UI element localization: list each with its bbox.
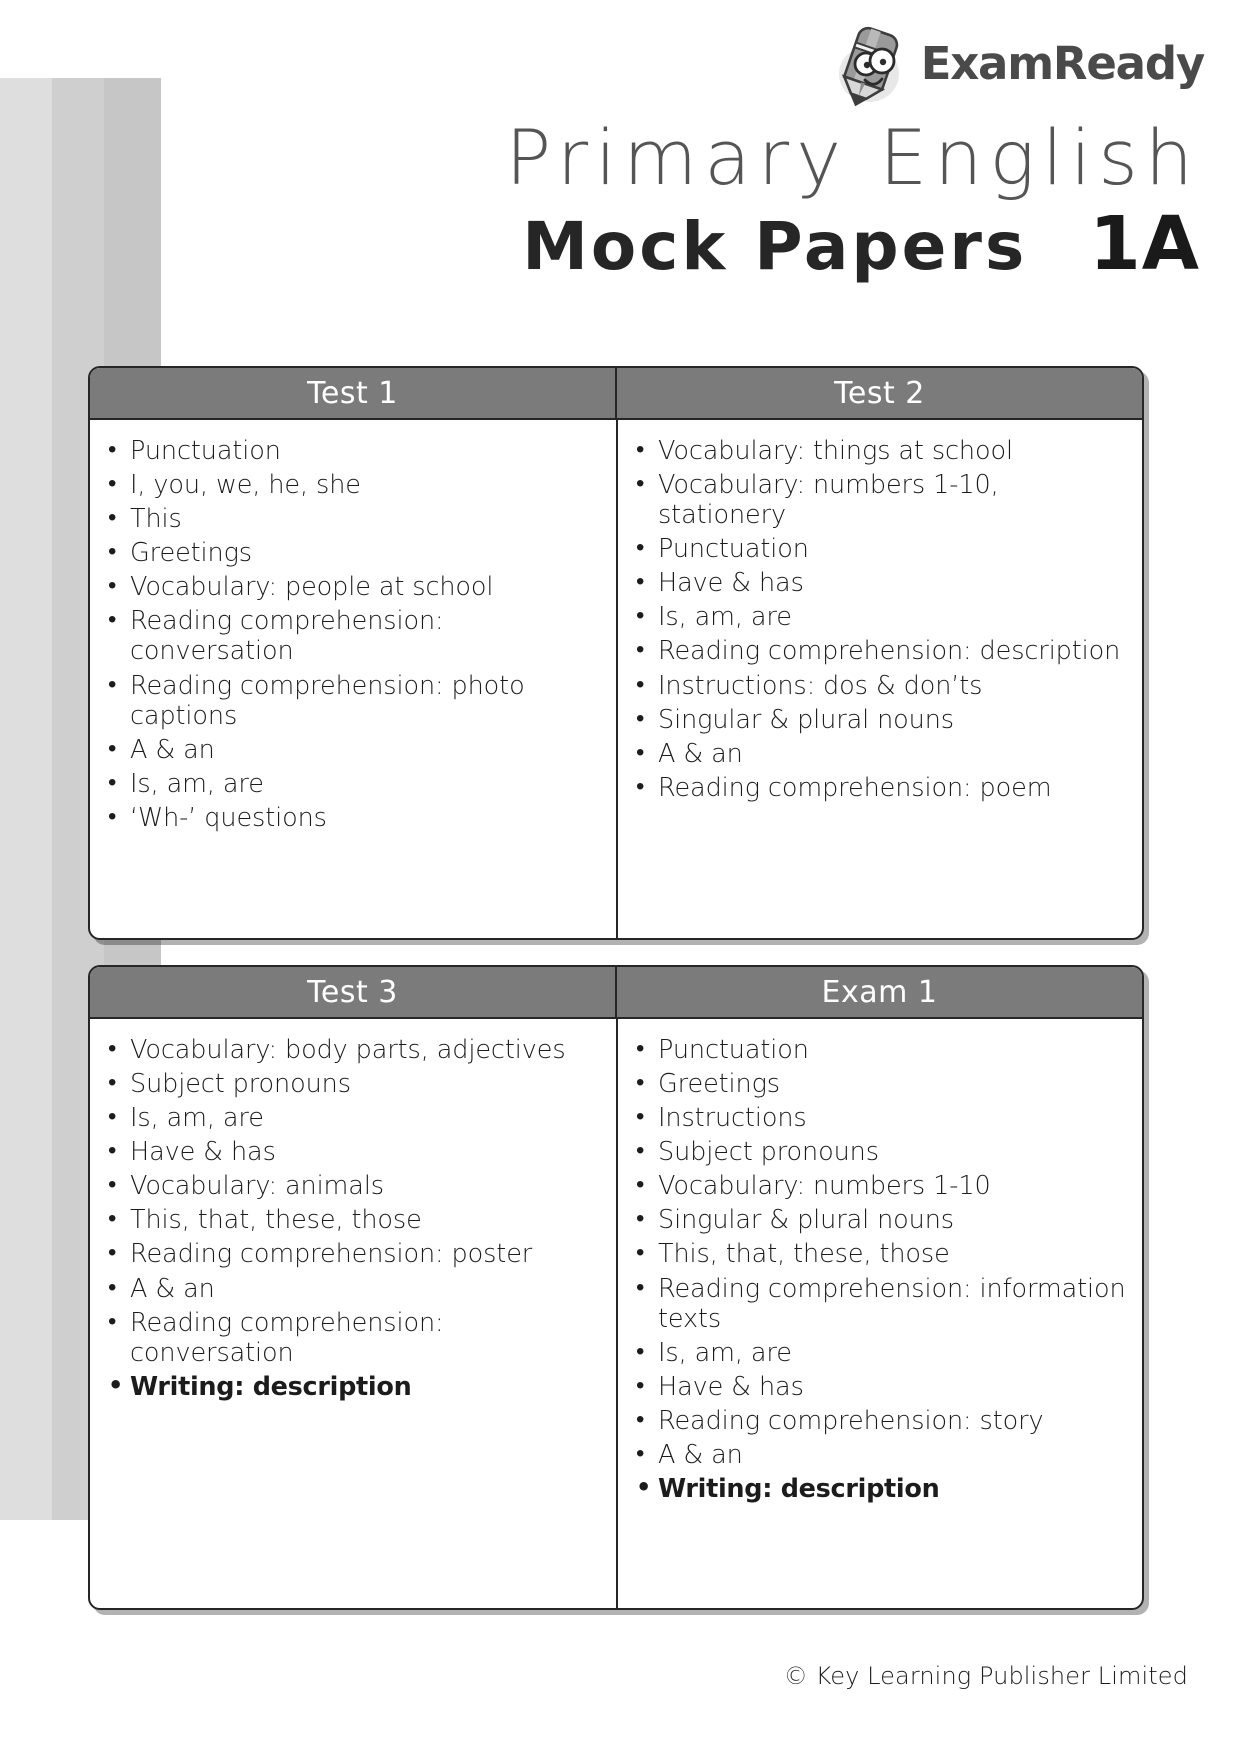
table-body-row <box>90 420 1142 940</box>
topic-item: • Subject pronouns <box>104 1069 604 1099</box>
topic-item: • Vocabulary: numbers 1-10 <box>632 1171 1130 1201</box>
topic-item: • A & an <box>632 1440 1130 1470</box>
topic-item: • Is, am, are <box>104 769 604 799</box>
topic-item: • Is, am, are <box>104 1103 604 1133</box>
column-header-exam-1: Exam 1 <box>615 967 1142 1017</box>
topic-item: • Is, am, are <box>632 1338 1130 1368</box>
table-header-row <box>90 967 1142 1019</box>
topic-item: • I, you, we, he, she <box>104 470 604 500</box>
topic-item: • Reading comprehension: information texts <box>632 1274 1130 1334</box>
topic-item: • Vocabulary: numbers 1-10, stationery <box>632 470 1130 530</box>
column-header-test-2: Test 2 <box>615 368 1142 418</box>
topic-list <box>632 436 1130 803</box>
topic-item: • This, that, these, those <box>104 1205 604 1235</box>
topic-item: • This <box>104 504 604 534</box>
topic-item: • Have & has <box>632 568 1130 598</box>
column-body-test-3 <box>90 1019 616 1610</box>
topic-item: • Reading comprehension: photo captions <box>104 671 604 731</box>
topic-item: • Writing: description <box>104 1372 604 1402</box>
brand-name: ExamReady <box>920 36 1204 90</box>
column-body-test-1 <box>90 420 616 940</box>
topic-item: • Subject pronouns <box>632 1137 1130 1167</box>
topic-item: • Reading comprehension: story <box>632 1406 1130 1436</box>
tests-table-top <box>88 366 1144 940</box>
topic-item: • A & an <box>632 739 1130 769</box>
title-series: Mock Papers <box>522 208 1028 285</box>
table-header-row <box>90 368 1142 420</box>
topic-item: • Reading comprehension: conversation <box>104 606 604 666</box>
topic-item: • Vocabulary: animals <box>104 1171 604 1201</box>
topic-list <box>104 1035 604 1402</box>
topic-item: • Punctuation <box>632 534 1130 564</box>
pencil-mascot-icon <box>823 22 915 108</box>
topic-item: • Reading comprehension: poster <box>104 1239 604 1269</box>
topic-item: • Vocabulary: things at school <box>632 436 1130 466</box>
topic-item: • Have & has <box>104 1137 604 1167</box>
topic-list <box>632 1035 1130 1504</box>
topic-item: • Singular & plural nouns <box>632 1205 1130 1235</box>
topic-item: • This, that, these, those <box>632 1239 1130 1269</box>
column-header-test-1: Test 1 <box>307 375 398 411</box>
topic-item: • Greetings <box>104 538 604 568</box>
tests-table-bottom <box>88 965 1144 1610</box>
topic-item: • Instructions: dos & don’ts <box>632 671 1130 701</box>
topic-list <box>104 436 604 833</box>
topic-item: • Is, am, are <box>632 602 1130 632</box>
topic-item: • Reading comprehension: description <box>632 636 1130 666</box>
topic-item: • Writing: description <box>632 1474 1130 1504</box>
topic-item: • Singular & plural nouns <box>632 705 1130 735</box>
topic-item: • Punctuation <box>104 436 604 466</box>
title-subject: Primary English <box>505 113 1200 202</box>
page-title <box>160 113 1210 308</box>
topic-item: • Have & has <box>632 1372 1130 1402</box>
title-level-code: 1A <box>1089 201 1200 287</box>
topic-item: • ‘Wh-’ questions <box>104 803 604 833</box>
topic-item: • Punctuation <box>632 1035 1130 1065</box>
side-bar-light <box>0 78 52 1520</box>
topic-item: • A & an <box>104 735 604 765</box>
topic-item: • Vocabulary: body parts, adjectives <box>104 1035 604 1065</box>
column-body-exam-1 <box>616 1019 1142 1610</box>
brand-logo <box>823 22 1204 108</box>
column-header-test-3: Test 3 <box>307 974 398 1010</box>
topic-item: • Instructions <box>632 1103 1130 1133</box>
topic-item: • Reading comprehension: poem <box>632 773 1130 803</box>
topic-item: • Vocabulary: people at school <box>104 572 604 602</box>
table-body-row <box>90 1019 1142 1610</box>
topic-item: • Greetings <box>632 1069 1130 1099</box>
column-body-test-2 <box>616 420 1142 940</box>
topic-item: • Reading comprehension: conversation <box>104 1308 604 1368</box>
copyright-footer: © Key Learning Publisher Limited <box>783 1662 1188 1690</box>
topic-item: • A & an <box>104 1274 604 1304</box>
